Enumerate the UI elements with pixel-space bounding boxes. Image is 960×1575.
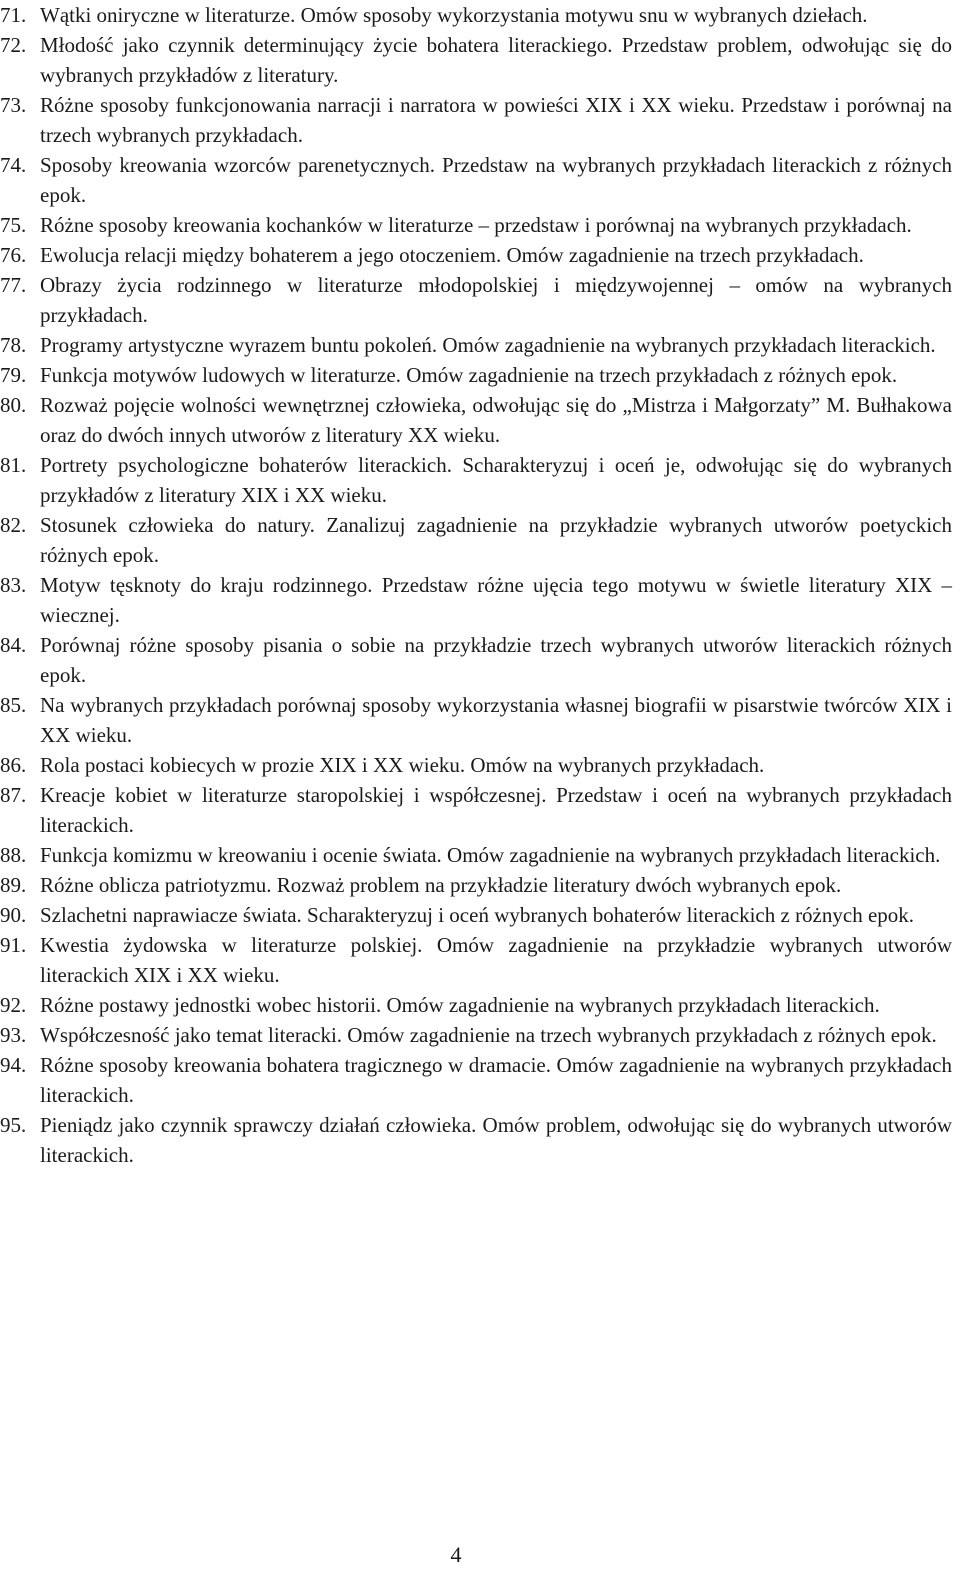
topic-number: 89. (0, 873, 27, 897)
topic-text: Młodość jako czynnik determinujący życie bohatera literackiego. Przedstaw problem, odwołując się do wybranych przykładów z literatury. (40, 33, 952, 87)
topic-item-80 (0, 390, 952, 450)
topic-item-74 (0, 150, 952, 210)
topic-text: Różne sposoby kreowania bohatera tragicznego w dramacie. Omów zagadnienie na wybranych przykładach literackich. (40, 1053, 952, 1107)
topic-item-93 (0, 1020, 952, 1050)
topic-number: 91. (0, 933, 27, 957)
topic-item-94 (0, 1050, 952, 1110)
topic-text: Sposoby kreowania wzorców parenetycznych. Przedstaw na wybranych przykładach literackich z różnych epok. (40, 153, 952, 207)
topic-text: Funkcja komizmu w kreowaniu i ocenie świata. Omów zagadnienie na wybranych przykładach literackich. (40, 843, 941, 867)
topic-item-92 (0, 990, 952, 1020)
topic-text: Różne sposoby funkcjonowania narracji i narratora w powieści XIX i XX wieku. Przedstaw i porównaj na trzech wybranych przykładach. (40, 93, 952, 147)
topic-number: 81. (0, 453, 27, 477)
topic-text: Różne postawy jednostki wobec historii. Omów zagadnienie na wybranych przykładach literackich. (40, 993, 880, 1017)
topic-number: 82. (0, 513, 27, 537)
topic-number: 71. (0, 3, 27, 27)
topic-number: 88. (0, 843, 27, 867)
topic-item-82 (0, 510, 952, 570)
topic-number: 87. (0, 783, 27, 807)
topic-number: 78. (0, 333, 27, 357)
topic-item-95 (0, 1110, 952, 1170)
topic-text: Wątki oniryczne w literaturze. Omów sposoby wykorzystania motywu snu w wybranych dziełach. (40, 3, 868, 27)
topic-text: Portrety psychologiczne bohaterów literackich. Scharakteryzuj i oceń je, odwołując się do wybranych przykładów z literatury XIX i XX wieku. (40, 453, 952, 507)
topic-text: Szlachetni naprawiacze świata. Scharakteryzuj i oceń wybranych bohaterów literackich z różnych epok. (40, 903, 915, 927)
topic-item-88 (0, 840, 952, 870)
topic-text: Programy artystyczne wyrazem buntu pokoleń. Omów zagadnienie na wybranych przykładach literackich. (40, 333, 936, 357)
topic-text: Współczesność jako temat literacki. Omów zagadnienie na trzech wybranych przykładach z różnych epok. (40, 1023, 937, 1047)
topic-text: Rozważ pojęcie wolności wewnętrznej człowieka, odwołując się do „Mistrza i Małgorzaty” M. Bułhakowa oraz do dwóch innych utworów z literatury XX wieku. (40, 393, 952, 447)
topic-item-91 (0, 930, 952, 990)
topic-text: Ewolucja relacji między bohaterem a jego otoczeniem. Omów zagadnienie na trzech przykładach. (40, 243, 864, 267)
topic-number: 73. (0, 93, 27, 117)
topic-item-72 (0, 30, 952, 90)
topic-item-86 (0, 750, 952, 780)
topic-item-90 (0, 900, 952, 930)
topic-text: Funkcja motywów ludowych w literaturze. Omów zagadnienie na trzech przykładach z różnych epok. (40, 363, 898, 387)
topic-text: Kreacje kobiet w literaturze staropolskiej i współczesnej. Przedstaw i oceń na wybranych przykładach literackich. (40, 783, 952, 837)
topic-item-78 (0, 330, 952, 360)
topic-number: 92. (0, 993, 27, 1017)
topic-text: Motyw tęsknoty do kraju rodzinnego. Przedstaw różne ujęcia tego motywu w świetle literatury XIX – wiecznej. (40, 573, 952, 627)
topic-number: 95. (0, 1113, 27, 1137)
topic-item-81 (0, 450, 952, 510)
topic-text: Obrazy życia rodzinnego w literaturze młodopolskiej i międzywojennej – omów na wybranych przykładach. (40, 273, 952, 327)
page-number: 4 (450, 1542, 462, 1567)
topic-text: Pieniądz jako czynnik sprawczy działań człowieka. Omów problem, odwołując się do wybranych utworów literackich. (40, 1113, 952, 1167)
topic-number: 74. (0, 153, 27, 177)
topic-number: 93. (0, 1023, 27, 1047)
topic-text: Porównaj różne sposoby pisania o sobie na przykładzie trzech wybranych utworów literackich różnych epok. (40, 633, 952, 687)
topic-item-79 (0, 360, 952, 390)
topic-item-83 (0, 570, 952, 630)
topic-number: 77. (0, 273, 27, 297)
topic-number: 72. (0, 33, 27, 57)
topic-item-89 (0, 870, 952, 900)
topic-text: Rola postaci kobiecych w prozie XIX i XX wieku. Omów na wybranych przykładach. (40, 753, 765, 777)
topic-number: 85. (0, 693, 27, 717)
topic-item-73 (0, 90, 952, 150)
topic-text: Kwestia żydowska w literaturze polskiej. Omów zagadnienie na przykładzie wybranych utworów literackich XIX i XX wieku. (40, 933, 952, 987)
topic-item-84 (0, 630, 952, 690)
topic-number: 86. (0, 753, 27, 777)
topic-item-85 (0, 690, 952, 750)
topic-text: Na wybranych przykładach porównaj sposoby wykorzystania własnej biografii w pisarstwie twórców XIX i XX wieku. (40, 693, 952, 747)
topic-number: 79. (0, 363, 27, 387)
topic-item-87 (0, 780, 952, 840)
topic-text: Różne sposoby kreowania kochanków w literaturze – przedstaw i porównaj na wybranych przykładach. (40, 213, 912, 237)
topic-text: Różne oblicza patriotyzmu. Rozważ problem na przykładzie literatury dwóch wybranych epok. (40, 873, 842, 897)
topic-number: 80. (0, 393, 27, 417)
topic-item-75 (0, 210, 952, 240)
topic-item-71 (0, 0, 952, 30)
topic-text: Stosunek człowieka do natury. Zanalizuj zagadnienie na przykładzie wybranych utworów poetyckich różnych epok. (40, 513, 952, 567)
topic-number: 75. (0, 213, 27, 237)
topic-number: 83. (0, 573, 27, 597)
topic-number: 94. (0, 1053, 27, 1077)
topic-number: 76. (0, 243, 27, 267)
topic-item-76 (0, 240, 952, 270)
topic-item-77 (0, 270, 952, 330)
topic-number: 90. (0, 903, 27, 927)
topic-number: 84. (0, 633, 27, 657)
